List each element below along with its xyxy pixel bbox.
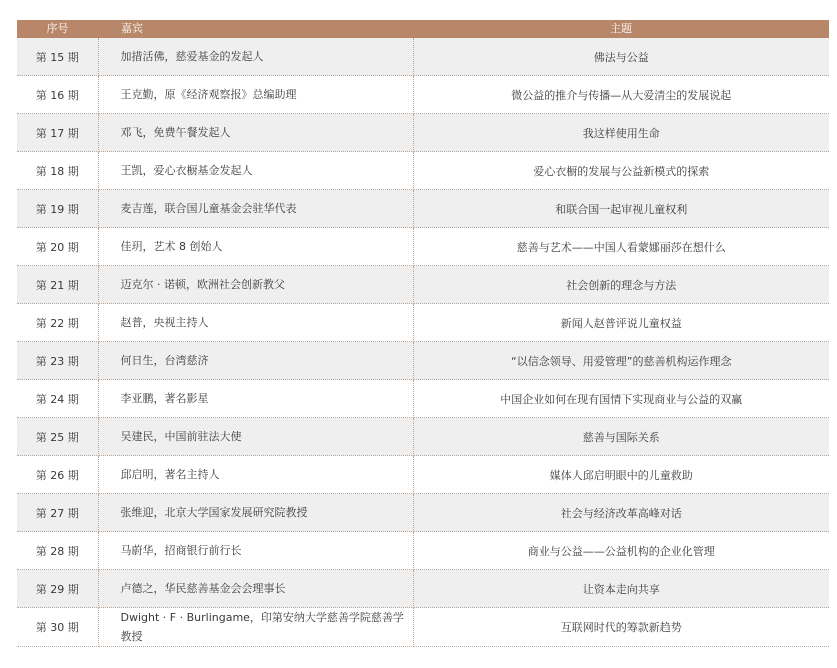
topic-cell: 佛法与公益: [413, 38, 829, 76]
lecture-table: [17, 20, 829, 647]
issue-number-cell: 第 22 期: [17, 304, 98, 342]
issue-number-cell: 第 20 期: [17, 228, 98, 266]
issue-number-cell: 第 25 期: [17, 418, 98, 456]
issue-number-cell: 第 28 期: [17, 532, 98, 570]
topic-cell: 中国企业如何在现有国情下实现商业与公益的双赢: [413, 380, 829, 418]
issue-number-cell: 第 21 期: [17, 266, 98, 304]
topic-cell: 新闻人赵普评说儿童权益: [413, 304, 829, 342]
guest-cell: Dwight · F · Burlingame，印第安纳大学慈善学院慈善学教授: [98, 608, 413, 647]
issue-number-cell: 第 30 期: [17, 608, 98, 647]
table-row: [17, 304, 829, 342]
topic-cell: 我这样使用生命: [413, 114, 829, 152]
issue-number-cell: 第 15 期: [17, 38, 98, 76]
topic-cell: 商业与公益——公益机构的企业化管理: [413, 532, 829, 570]
table-row: [17, 456, 829, 494]
topic-cell: 媒体人邱启明眼中的儿童救助: [413, 456, 829, 494]
issue-number-cell: 第 23 期: [17, 342, 98, 380]
guest-cell: 迈克尔 · 诺顿，欧洲社会创新教父: [98, 266, 413, 304]
header-topic: 主题: [413, 20, 829, 38]
table-row: [17, 494, 829, 532]
guest-cell: 何日生，台湾慈济: [98, 342, 413, 380]
issue-number-cell: 第 17 期: [17, 114, 98, 152]
guest-cell: 邓飞，免费午餐发起人: [98, 114, 413, 152]
table-row: [17, 190, 829, 228]
table-row: [17, 228, 829, 266]
guest-cell: 卢德之，华民慈善基金会会理事长: [98, 570, 413, 608]
topic-cell: 慈善与艺术——中国人看蒙娜丽莎在想什么: [413, 228, 829, 266]
issue-number-cell: 第 29 期: [17, 570, 98, 608]
header-guest: 嘉宾: [98, 20, 413, 38]
table-row: [17, 38, 829, 76]
table-body: [17, 38, 829, 647]
topic-cell: 互联网时代的筹款新趋势: [413, 608, 829, 647]
table-row: [17, 266, 829, 304]
guest-cell: 吴建民，中国前驻法大使: [98, 418, 413, 456]
issue-number-cell: 第 26 期: [17, 456, 98, 494]
issue-number-cell: 第 24 期: [17, 380, 98, 418]
guest-cell: 邱启明，著名主持人: [98, 456, 413, 494]
topic-cell: 微公益的推介与传播—从大爱清尘的发展说起: [413, 76, 829, 114]
topic-cell: 让资本走向共享: [413, 570, 829, 608]
lecture-table-container: [17, 20, 829, 647]
guest-cell: 张维迎，北京大学国家发展研究院教授: [98, 494, 413, 532]
topic-cell: 社会创新的理念与方法: [413, 266, 829, 304]
issue-number-cell: 第 19 期: [17, 190, 98, 228]
topic-cell: 爱心衣橱的发展与公益新模式的探索: [413, 152, 829, 190]
guest-cell: 王凯，爱心衣橱基金发起人: [98, 152, 413, 190]
table-header-row: [17, 20, 829, 38]
issue-number-cell: 第 16 期: [17, 76, 98, 114]
table-row: [17, 418, 829, 456]
table-row: [17, 342, 829, 380]
topic-cell: 慈善与国际关系: [413, 418, 829, 456]
table-row: [17, 114, 829, 152]
header-number: 序号: [17, 20, 98, 38]
table-row: [17, 380, 829, 418]
issue-number-cell: 第 27 期: [17, 494, 98, 532]
guest-cell: 李亚鹏，著名影星: [98, 380, 413, 418]
guest-cell: 麦吉莲，联合国儿童基金会驻华代表: [98, 190, 413, 228]
table-row: [17, 152, 829, 190]
topic-cell: “以信念领导、用爱管理”的慈善机构运作理念: [413, 342, 829, 380]
guest-cell: 加措活佛，慈爱基金的发起人: [98, 38, 413, 76]
table-row: [17, 76, 829, 114]
issue-number-cell: 第 18 期: [17, 152, 98, 190]
topic-cell: 社会与经济改革高峰对话: [413, 494, 829, 532]
guest-cell: 赵普，央视主持人: [98, 304, 413, 342]
guest-cell: 马蔚华，招商银行前行长: [98, 532, 413, 570]
topic-cell: 和联合国一起审视儿童权利: [413, 190, 829, 228]
table-row: [17, 532, 829, 570]
table-row: [17, 608, 829, 647]
table-row: [17, 570, 829, 608]
guest-cell: 佳玥，艺术 8 创始人: [98, 228, 413, 266]
guest-cell: 王克勤，原《经济观察报》总编助理: [98, 76, 413, 114]
